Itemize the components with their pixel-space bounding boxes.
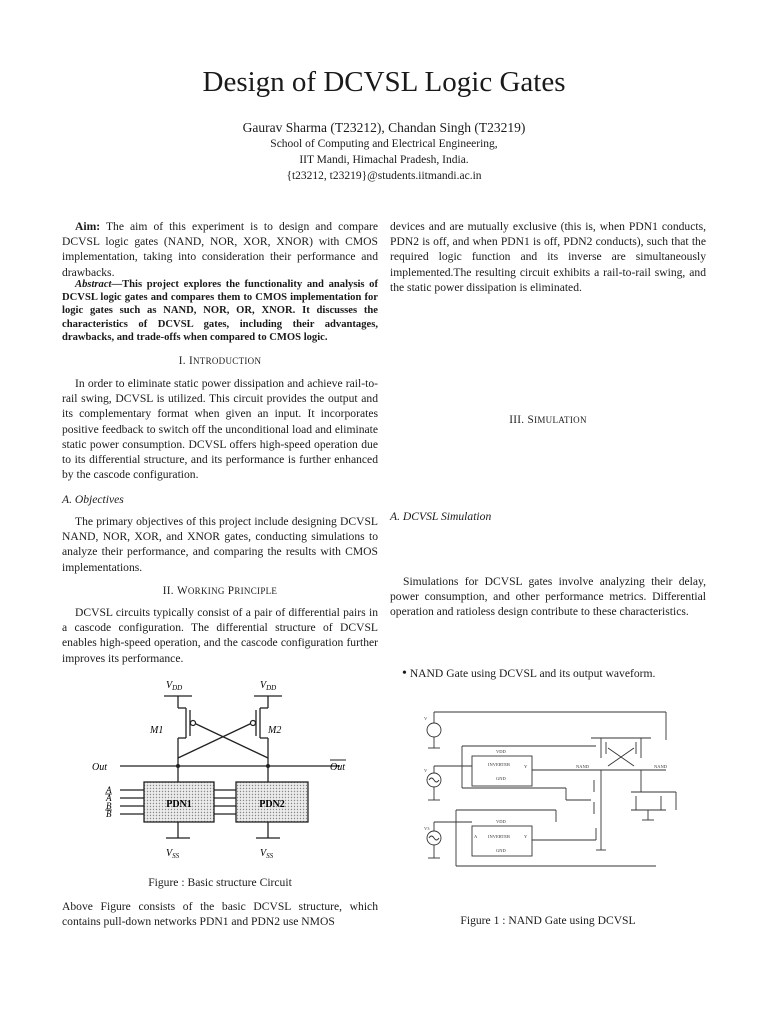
vdd-label-left: $V_{DD}$ [166,680,183,692]
figure-caption-basic-structure: Figure : Basic structure Circuit [148,876,292,889]
nand-bullet-item: • NAND Gate using DCVSL and its output waveform. [402,666,656,681]
svg-text:NAND: NAND [654,764,667,769]
dcvsl-simulation-paragraph: Simulations for DCVSL gates involve analyzing their delay, power consumption, and other performance metrics. Differential operation and ratioless design contribute to these characteristics. [390,575,706,619]
svg-text:V: V [424,716,428,721]
svg-text:A: A [474,834,478,839]
working-principle-paragraph: DCVSL circuits typically consist of a pair of differential pairs in a cascode configuration. The differential structure of DCVSL enables high-speed operation, and the cascode configuration further improves its performance. [62,606,378,665]
vss-label-right: $V_{SS}$ [260,848,274,860]
svg-text:V3: V3 [424,826,430,831]
outbar-label: Out [330,762,345,773]
svg-text:V: V [424,768,428,773]
input-a-bar: A [106,793,112,803]
input-a: A [106,785,112,795]
affiliation-line-2: IIT Mandi, Himachal Pradesh, India. [299,154,469,166]
section-heading-introduction: I. INTRODUCTION [178,355,262,367]
subsection-objectives: A. Objectives [62,493,124,506]
figure-1-caption: Figure 1 : NAND Gate using DCVSL [460,914,636,927]
nand-dcvsl-schematic [416,710,686,870]
paper-title: Design of DCVSL Logic Gates [202,66,566,98]
out-label: Out [92,762,107,773]
paper-authors: Gaurav Sharma (T23212), Chandan Singh (T23219) [242,120,526,135]
inverter-label-2: INVERTER [488,834,510,839]
bullet-icon: • [402,666,407,681]
vss-label-left: $V_{SS}$ [166,848,180,860]
abstract-text: —This project explores the functionality and analysis of DCVSL logic gates and compares them to CMOS implementation for logic gates such as NAND, NOR, OR, XNOR. It discusses the characteristics of DCVSL gates, including their advantages, drawbacks, and trade-offs when compared to CMOS logic. [62,279,378,343]
nand-node-label: NAND [576,764,589,769]
basic-structure-circuit [80,676,370,866]
objectives-paragraph: The primary objectives of this project include designing DCVSL NAND, NOR, XOR, and XNOR gates, conducting simulations to analyze their performance, and comparing the results with CMOS implementations. [62,515,378,574]
svg-text:Y: Y [524,834,528,839]
svg-text:VDD: VDD [496,749,506,754]
right-column-continued-paragraph: devices and are mutually exclusive (this is, when PDN1 conducts, PDN2 is off, and when PDN1 is off, PDN2 conducts), such that the required logic function and its inverse are simultaneously implemented.The resulting circuit exhibits a rail-to-rail swing, and the static power dissipation is eliminated. [390,220,706,294]
inverter-label-1: INVERTER [488,762,510,767]
svg-text:GND: GND [496,776,506,781]
aim-label: Aim: [75,220,101,233]
aim-text: The aim of this experiment is to design and compare DCVSL logic gates (NAND, NOR, XOR, XNOR) with CMOS implementation, taking into consideration their performance and drawbacks. [62,220,378,279]
abstract-paragraph [62,278,378,344]
aim-paragraph [62,219,378,280]
input-b: B [106,801,112,811]
input-b-bar: B [106,809,112,819]
subsection-dcvsl-simulation: A. DCVSL Simulation [390,510,492,523]
section-heading-simulation: III. SIMULATION [509,414,587,426]
abstract-label: Abstract [75,279,112,290]
after-figure-paragraph: Above Figure consists of the basic DCVSL structure, which contains pull-down networks PDN1 and PDN2 use NMOS [62,900,378,929]
introduction-paragraph: In order to eliminate static power dissipation and achieve rail-to-rail swing, DCVSL is utilized. This circuit provides the output and its complementary format when given an input. It incorporates positive feedback to switch off the unconditional load and eliminate static power consumption. DCVSL offers high-speed operation due to its differential structure, and its performance is further enhanced by the cascode configuration. [62,377,378,482]
pdn2-label: PDN2 [259,799,285,810]
pdn1-label: PDN1 [166,799,192,810]
svg-text:VDD: VDD [496,819,506,824]
svg-text:GND: GND [496,848,506,853]
affiliation-line-1: School of Computing and Electrical Engineering, [270,138,498,150]
author-email: {t23212, t23219}@students.iitmandi.ac.in [286,170,482,182]
m1-label: M1 [150,725,164,736]
m2-label: M2 [268,725,282,736]
svg-text:Y: Y [524,764,528,769]
vdd-label-right: $V_{DD}$ [260,680,277,692]
section-heading-working-principle: II. WORKING PRINCIPLE [162,585,278,597]
